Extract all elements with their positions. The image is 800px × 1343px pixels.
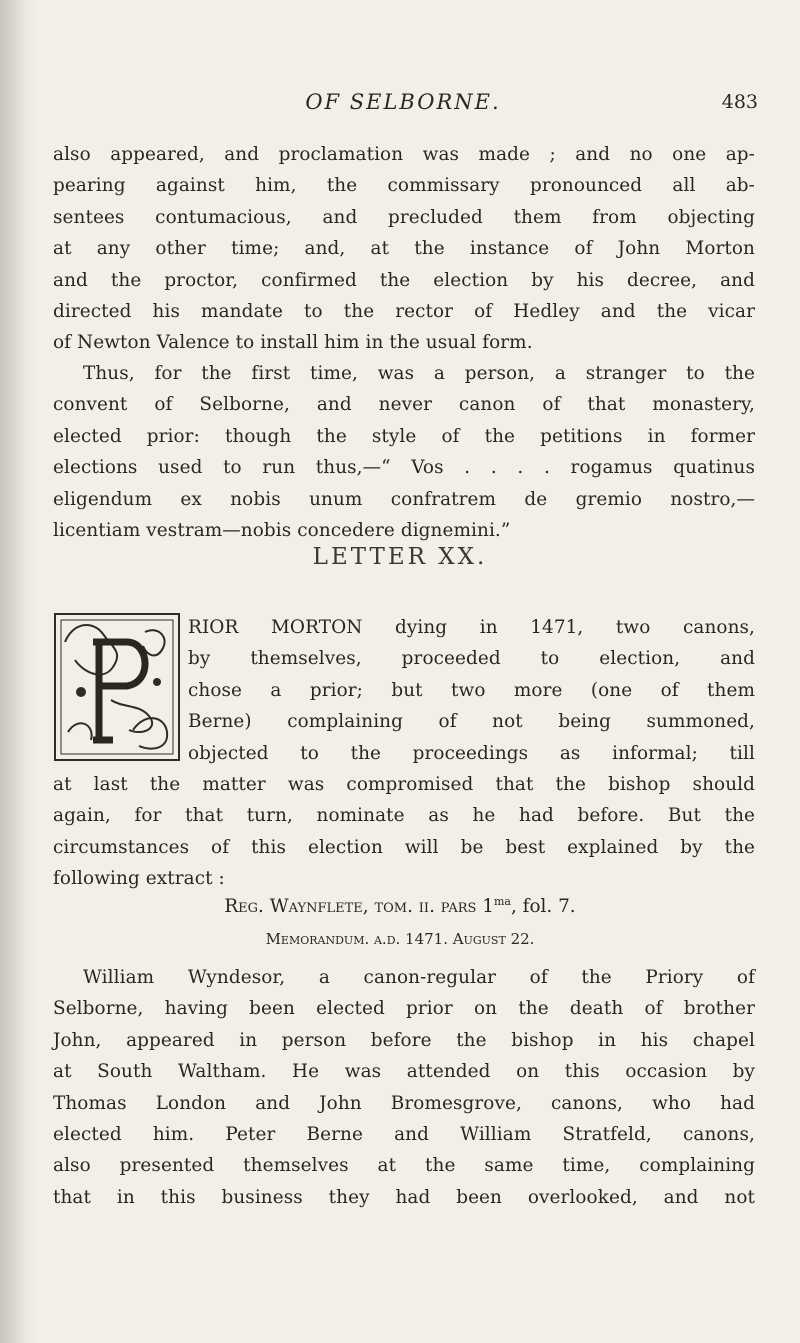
text-line: Thomas London and John Bromesgrove, canons, who had (53, 1092, 755, 1114)
text-line: convent of Selborne, and never canon of that monastery, (53, 394, 755, 416)
text-line: again, for that turn, nominate as he had before. But the (53, 805, 755, 827)
paragraph-4 (53, 962, 755, 1213)
text-line: chose a prior; but two more (one of them (188, 679, 755, 701)
text-line: Berne) complaining of not being summoned, (188, 711, 755, 733)
text-line: pearing against him, the commissary pronounced all ab- (53, 175, 755, 197)
letter-heading: LETTER XX. (312, 544, 488, 570)
text-line: directed his mandate to the rector of Hedley and the vicar (53, 301, 755, 323)
text-line: elected prior: though the style of the petitions in former (53, 425, 755, 447)
text-line: and the proctor, confirmed the election by his decree, and (53, 269, 755, 291)
text-line: following extract : (53, 868, 225, 890)
text-line: also appeared, and proclamation was made ; and no one ap- (53, 144, 755, 165)
text-line: of Newton Valence to install him in the usual form. (53, 332, 533, 354)
text-line: eligendum ex nobis unum confratrem de gremio nostro,— (53, 488, 755, 510)
text-line: at South Waltham. He was attended on this occasion by (53, 1061, 755, 1083)
spine-shadow (0, 0, 28, 1343)
running-title: OF SELBORNE. (305, 90, 501, 114)
page-number: 483 (721, 91, 758, 113)
text-line: by themselves, proceeded to election, and (188, 648, 755, 670)
paragraph-1 (53, 139, 755, 359)
text-line: elections used to run thus,—“ Vos . . . . rogamus quatinus (53, 457, 755, 479)
register-citation (0, 896, 800, 917)
text-line: also presented themselves at the same time, complaining (53, 1155, 755, 1177)
paragraph-2 (53, 358, 755, 546)
text-line: sentees contumacious, and precluded them from objecting (53, 206, 755, 228)
text-line: licentiam vestram—nobis concedere dignemini.” (53, 520, 511, 542)
text-line: William Wyndesor, a canon-regular of the Priory of (83, 967, 755, 988)
citation-reg: Reg. (224, 896, 264, 917)
text-line: elected him. Peter Berne and William Stratfeld, canons, (53, 1124, 755, 1146)
text-line: Selborne, having been elected prior on the death of brother (53, 998, 755, 1020)
running-head (48, 90, 758, 120)
paragraph-3 (53, 612, 755, 895)
citation-superscript: ma (493, 894, 511, 908)
text-line: objected to the proceedings as informal; till (188, 742, 755, 764)
citation-rest: Waynflete, tom. ii. pars 1 (263, 896, 494, 917)
text-line: at last the matter was compromised that the bishop should (53, 774, 755, 796)
memorandum-line: Memorandum. a.d. 1471. August 22. (265, 930, 535, 948)
citation-end: , fol. 7. (510, 896, 576, 917)
text-line: circumstances of this election will be best explained by the (53, 836, 755, 858)
text-line: John, appeared in person before the bishop in his chapel (53, 1029, 755, 1051)
text-line: Thus, for the first time, was a person, a stranger to the (83, 363, 755, 384)
text-line: RIOR MORTON dying in 1471, two canons, (188, 617, 755, 638)
text-line: that in this business they had been overlooked, and not (53, 1186, 755, 1208)
text-line: at any other time; and, at the instance of John Morton (53, 238, 755, 260)
